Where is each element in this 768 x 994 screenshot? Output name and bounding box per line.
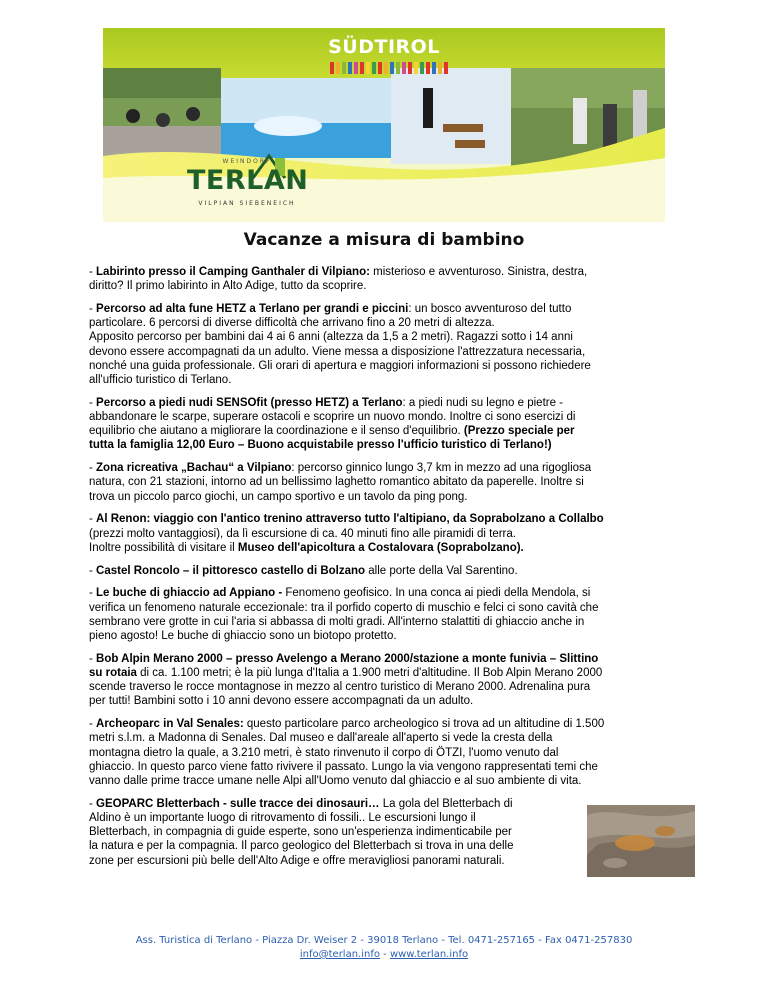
text-run: Fenomeno geofisico. In una conca ai piedi della Mendola, si [282, 587, 591, 600]
text-run: abbandonare le scarpe, superare ostacoli e scoprire un nuovo mondo. Inoltre ci sono esercizi di [89, 411, 576, 424]
text-run: : un bosco avventuroso del tutto [408, 303, 572, 315]
text-line [89, 564, 694, 578]
text-line [89, 512, 694, 526]
text-line [89, 373, 694, 387]
text-run: : a piedi nudi su legno e pietre - [402, 396, 564, 409]
footer-address: Ass. Turistica di Terlano - Piazza Dr. Weiser 2 - 39018 Terlano - Tel. 0471-257165 - Fax 0471-257830 [135, 935, 633, 946]
text-line [89, 461, 694, 475]
text-line [89, 601, 694, 615]
text-run: misterioso e avventuroso. Sinistra, destra, [369, 266, 588, 278]
bold-text-run: Castel Roncolo – il pittoresco castello di Bolzano [96, 564, 366, 577]
footer-email-link[interactable]: info@terlan.info [299, 949, 380, 960]
text-line [89, 490, 694, 504]
list-item [89, 564, 694, 578]
text-run: - [89, 303, 97, 315]
text-run: - [89, 396, 97, 409]
text-run: particolare. 6 percorsi di diverse difficoltà che arrivano fino a 20 metri di altezza. [89, 317, 495, 330]
text-line [89, 797, 573, 811]
text-run: - [89, 462, 97, 475]
brand-wordmark: SÜDTIROL [328, 36, 440, 58]
text-line [89, 424, 694, 438]
text-line [89, 615, 694, 629]
text-line [89, 746, 694, 760]
text-line [89, 302, 694, 316]
bold-text-run: Percorso ad alta fune HETZ a Terlano per grandi e piccini [96, 303, 409, 315]
header-banner [103, 28, 665, 222]
text-line [89, 438, 694, 452]
text-line [89, 854, 573, 868]
bold-text-run: (Prezzo speciale per [463, 425, 575, 438]
page-title: Vacanze a misura di bambino [243, 230, 525, 250]
text-run: montagna dietro la quale, a 3.210 metri, è stato rinvenuto il corpo di ÖTZI, l'uomo venuto dal [89, 746, 559, 759]
text-run: scende traverso le rocce montagnose in mezzo al centro turistico di Merano 2000. Adrenalina pura [89, 681, 591, 694]
text-run: verifica un fenomeno naturale eccezionale: tra il porfido coperto di muschio e felci ci sono cavità che [89, 601, 599, 614]
terlan-logo [187, 156, 307, 216]
text-line [89, 475, 694, 489]
text-line [89, 279, 694, 293]
list-item [89, 396, 694, 453]
text-line [89, 586, 694, 600]
text-run: metri s.l.m. a Madonna di Senales. Dal museo e dall'areale all'aperto si vede la cresta della [89, 732, 553, 745]
text-run: sembrano vere grotte in cui l'aria si abbassa di molti gradi. All'interno stalattiti di ghiaccio anche in [89, 615, 585, 628]
list-item [89, 302, 694, 387]
text-run: - [89, 587, 97, 600]
text-run: zone per escursioni più belle dell'Alto Adige e offre meravigliosi panorami naturali. [89, 854, 505, 867]
text-run: devono essere accompagnati da un adulto. Viene messa a disposizione l'attrezzatura necessaria, [89, 345, 586, 358]
text-run: - [89, 266, 97, 278]
footer-separator: - [379, 949, 390, 960]
text-line [89, 666, 694, 680]
text-line [89, 345, 694, 359]
list-item [89, 586, 694, 643]
text-run: La gola del Bletterbach di [379, 797, 513, 810]
text-line [89, 410, 694, 424]
logo-top-text: WEINDORF [222, 158, 272, 165]
text-run: la natura e per la compagnia. Il parco geologico del Bletterbach si trova in una delle [89, 840, 514, 853]
text-run: Bletterbach, in compagnia di guide esperte, sono un'esperienza indimenticabile per [89, 826, 512, 839]
text-line [89, 359, 694, 373]
text-run: nonché una guida professionale. Gli orari di apertura e maggiori informazioni si possono richiedere [89, 359, 591, 372]
text-run: alle porte della Val Sarentino. [365, 564, 518, 577]
footer [0, 934, 768, 962]
text-run: di ca. 1.100 metri; è la più lunga d'Italia a 1.900 metri d'altitudine. Il Bob Alpin Merano 2000 [136, 667, 603, 680]
text-line [89, 825, 573, 839]
bold-text-run: Archeoparc in Val Senales: [96, 718, 244, 731]
text-line [89, 265, 694, 279]
text-run: - [89, 564, 97, 577]
text-run: diritto? Il primo labirinto in Alto Adige, tutto da scoprire. [89, 280, 367, 293]
bold-text-run: Museo dell'apicoltura a Costalovara (Soprabolzano). [237, 541, 524, 554]
text-run: : percorso ginnico lungo 3,7 km in mezzo ad una rigogliosa [291, 462, 592, 475]
logo-main-text: TERLAN [187, 165, 309, 196]
text-run: - [89, 797, 97, 810]
text-line [89, 811, 573, 825]
text-line [89, 652, 694, 666]
text-run: Apposito percorso per bambini dai 4 ai 6 anni (altezza da 1,5 a 2 metri). Ragazzi sotto i 14 anni [89, 331, 573, 344]
text-run: Inoltre possibilità di visitare il [89, 541, 238, 554]
text-run: - [89, 513, 97, 526]
text-line [89, 316, 694, 330]
text-line [89, 694, 694, 708]
bold-text-run: Labirinto presso il Camping Ganthaler di Vilpiano: [96, 266, 370, 278]
geoparc-section [89, 797, 694, 868]
list-item [89, 512, 694, 555]
bold-text-run: GEOPARC Bletterbach - sulle tracce dei dinosauri… [96, 797, 380, 810]
bold-text-run: Bob Alpin Merano 2000 – presso Avelengo a Merano 2000/stazione a monte funivia – Slittino [96, 652, 599, 665]
text-line [89, 774, 694, 788]
logo-sub-text: VILPIAN SIEBENEICH [198, 200, 296, 207]
text-line [89, 330, 694, 344]
text-line [89, 839, 573, 853]
footer-website-link[interactable]: www.terlan.info [389, 949, 469, 960]
text-line [89, 717, 694, 731]
text-run: questo particolare parco archeologico si trova ad un altitudine di 1.500 [243, 718, 605, 731]
text-run: - [89, 718, 97, 731]
list-item-geoparc [89, 797, 573, 868]
list-item [89, 717, 694, 788]
brand-color-stripes [330, 62, 448, 74]
bold-text-run: tutta la famiglia 12,00 Euro – Buono acquistabile presso l'ufficio turistico di Terlano!) [89, 439, 552, 452]
text-line [89, 396, 694, 410]
text-run: - [89, 652, 97, 665]
bold-text-run: su rotaia [89, 667, 137, 680]
bold-text-run: Zona ricreativa „Bachau“ a Vilpiano [96, 462, 292, 475]
text-run: ghiaccio. In questo parco viene fatto rivivere il passato. Lungo la via vengono rappresentati temi che [89, 760, 598, 773]
text-line [89, 760, 694, 774]
text-line [89, 629, 694, 643]
text-run: vanno dalle prime tracce umane nelle Alpi all'Uomo venuto dal ghiaccio e al suo ambiente di vita. [89, 775, 582, 788]
list-item [89, 652, 694, 709]
footer-contacts [0, 948, 768, 962]
text-line [89, 541, 694, 555]
text-run: pieno agosto! Le buche di ghiaccio sono un biotopo protetto. [89, 630, 397, 643]
text-line [89, 527, 694, 541]
text-run: equilibrio che aiutano a migliorare la coordinazione e il senso d'equilibrio. [89, 425, 464, 438]
bold-text-run: Le buche di ghiaccio ad Appiano - [96, 587, 283, 600]
text-run: (prezzi molto vantaggiosi), da lì escursione di ca. 40 minuti fino alle piramidi di terra. [89, 527, 516, 540]
list-item [89, 461, 694, 504]
rock-fossil-photo [587, 805, 695, 877]
text-run: per tutti! Bambini sotto i 10 anni devono essere accompagnati da un adulto. [89, 695, 474, 708]
text-run: all'ufficio turistico di Terlano. [89, 374, 232, 387]
text-run: natura, con 21 stazioni, intorno ad un bellissimo laghetto romantico abitato da paperelle. Inoltre si [89, 476, 584, 489]
bold-text-run: Percorso a piedi nudi SENSOfit (presso HETZ) a Terlano [96, 396, 403, 409]
bold-text-run: Al Renon: viaggio con l'antico trenino attraverso tutto l'altipiano, da Soprabolzano a Collalbo [96, 513, 604, 526]
text-run: trova un piccolo parco giochi, un campo sportivo e un tavolo da ping pong. [89, 490, 468, 503]
text-run: Aldino è un importante luogo di ritrovamento di fossili.. Le escursioni lungo il [89, 812, 476, 825]
text-line [89, 680, 694, 694]
text-line [89, 731, 694, 745]
list-item [89, 265, 694, 293]
activity-list [89, 265, 694, 876]
